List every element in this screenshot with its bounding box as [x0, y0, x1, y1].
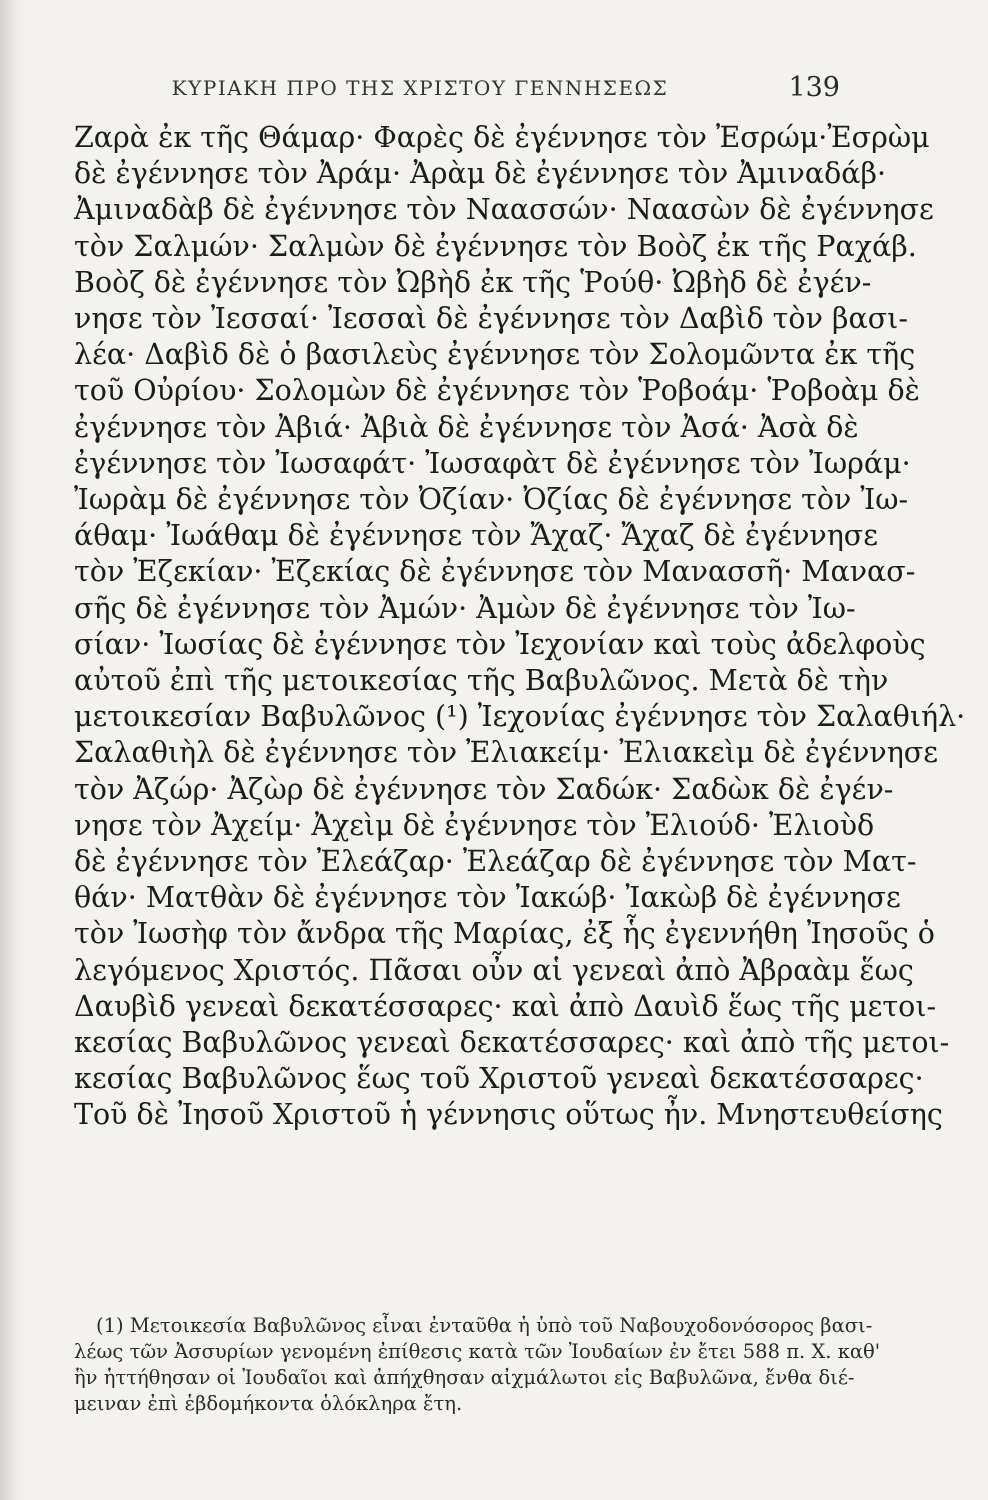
- text-line: Βοὸζ δὲ ἐγέννησε τὸν Ὠβὴδ ἐκ τῆς Ῥούθ· Ὠβὴδ δὲ ἐγέν-: [74, 265, 872, 299]
- text-line: νησε τὸν Ἀχείμ· Ἀχεὶμ δὲ ἐγέννησε τὸν Ἐλιούδ· Ἐλιοὺδ: [74, 808, 875, 842]
- text-line: κεσίας Βαβυλῶνος γενεαὶ δεκατέσσαρες· καὶ ἀπὸ τῆς μετοι-: [74, 1026, 950, 1060]
- footnotes: [74, 1313, 881, 1417]
- text-line: τὸν Ἰωσὴφ τὸν ἄνδρα τῆς Μαρίας, ἐξ ἧς ἐγεννήθη Ἰησοῦς ὁ: [74, 917, 935, 951]
- text-line: δὲ ἐγέννησε τὸν Ἀράμ· Ἀρὰμ δὲ ἐγέννησε τὸν Ἀμιναδάβ·: [74, 157, 887, 191]
- text-line: ἐγέννησε τὸν Ἰωσαφάτ· Ἰωσαφὰτ δὲ ἐγέννησε τὸν Ἰωράμ·: [74, 446, 911, 480]
- text-line: τοῦ Οὐρίου· Σολομὼν δὲ ἐγέννησε τὸν Ῥοβοάμ· Ῥοβοὰμ δὲ: [74, 374, 920, 408]
- text-line: ἐγέννησε τὸν Ἀβιά· Ἀβιὰ δὲ ἐγέννησε τὸν Ἀσά· Ἀσὰ δὲ: [74, 410, 859, 444]
- page-gutter-shadow: [0, 0, 26, 1500]
- text-line: κεσίας Βαβυλῶνος ἕως τοῦ Χριστοῦ γενεαὶ δεκατέσσαρες·: [74, 1062, 924, 1096]
- text-line: αὐτοῦ ἐπὶ τῆς μετοικεσίας τῆς Βαβυλῶνος. Μετὰ δὲ τὴν: [74, 664, 889, 698]
- footnote-line: ἣν ἡττήθησαν οἱ Ἰουδαῖοι καὶ ἀπήχθησαν αἰχμάλωτοι εἰς Βαβυλῶνα, ἔνθα διέ-: [74, 1366, 855, 1389]
- text-line: τὸν Ἀζώρ· Ἀζὼρ δὲ ἐγέννησε τὸν Σαδώκ· Σαδὼκ δὲ ἐγέν-: [74, 772, 894, 806]
- text-line: άθαμ· Ἰωάθαμ δὲ ἐγέννησε τὸν Ἄχαζ· Ἄχαζ δὲ ἐγέννησε: [74, 519, 879, 553]
- text-line: τὸν Σαλμών· Σαλμὼν δὲ ἐγέννησε τὸν Βοὸζ ἐκ τῆς Ραχάβ.: [74, 229, 917, 263]
- text-line: Ἀμιναδὰβ δὲ ἐγέννησε τὸν Ναασσών· Ναασὼν δὲ ἐγέννησε: [74, 193, 934, 227]
- running-head: ΚΥΡΙΑΚΗ ΠΡΟ ΤΗΣ ΧΡΙΣΤΟΥ ΓΕΝΝΗΣΕΩΣ: [171, 76, 669, 100]
- text-line: Δαυβὶδ γενεαὶ δεκατέσσαρες· καὶ ἀπὸ Δαυὶδ ἕως τῆς μετοι-: [74, 989, 937, 1023]
- page-number: 139: [788, 72, 840, 103]
- text-line: Ἰωρὰμ δὲ ἐγέννησε τὸν Ὀζίαν· Ὀζίας δὲ ἐγέννησε τὸν Ἰω-: [74, 483, 909, 517]
- text-line: σίαν· Ἰωσίας δὲ ἐγέννησε τὸν Ἰεχονίαν καὶ τοὺς ἀδελφοὺς: [74, 627, 926, 661]
- text-line: νησε τὸν Ἰεσσαί· Ἰεσσαὶ δὲ ἐγέννησε τὸν Δαβὶδ τὸν βασι-: [74, 302, 908, 336]
- text-line: Ζαρὰ ἐκ τῆς Θάμαρ· Φαρὲς δὲ ἐγέννησε τὸν Ἐσρώμ·Ἐσρὼμ: [74, 121, 930, 154]
- text-line: λεγόμενος Χριστός. Πᾶσαι οὖν αἱ γενεαὶ ἀπὸ Ἀβραὰμ ἕως: [74, 953, 914, 987]
- text-line: Σαλαθιὴλ δὲ ἐγέννησε τὸν Ἐλιακείμ· Ἐλιακεὶμ δὲ ἐγέννησε: [74, 736, 939, 770]
- footnote-line: λέως τῶν Ἀσσυρίων γενομένη ἐπίθεσις κατὰ τῶν Ἰουδαίων ἐν ἔτει 588 π. Χ. καθ': [74, 1340, 881, 1363]
- text-line: μετοικεσίαν Βαβυλῶνος (¹) Ἰεχονίας ἐγέννησε τὸν Σαλαθιήλ·: [74, 700, 966, 734]
- text-line: θάν· Ματθὰν δὲ ἐγέννησε τὸν Ἰακώβ· Ἰακὼβ δὲ ἐγέννησε: [74, 881, 901, 915]
- text-line: λέα· Δαβὶδ δὲ ὁ βασιλεὺς ἐγέννησε τὸν Σολομῶντα ἐκ τῆς: [74, 338, 916, 372]
- footnote-line: (1) Μετοικεσία Βαβυλῶνος εἶναι ἐνταῦθα ἡ ὑπὸ τοῦ Ναβουχοδονόσορος βασι-: [96, 1314, 873, 1337]
- text-line: Τοῦ δὲ Ἰησοῦ Χριστοῦ ἡ γέννησις οὕτως ἦν. Μνηστευθείσης: [74, 1098, 943, 1132]
- body-text: [74, 120, 966, 1134]
- text-line: δὲ ἐγέννησε τὸν Ἐλεάζαρ· Ἐλεάζαρ δὲ ἐγέννησε τὸν Ματ-: [74, 845, 917, 879]
- text-line: τὸν Ἐζεκίαν· Ἐζεκίας δὲ ἐγέννησε τὸν Μανασσῆ· Μανασ-: [74, 555, 916, 589]
- text-line: σῆς δὲ ἐγέννησε τὸν Ἀμών· Ἀμὼν δὲ ἐγέννησε τὸν Ἰω-: [74, 591, 856, 625]
- footnote-line: μειναν ἐπὶ ἑβδομήκοντα ὁλόκληρα ἔτη.: [74, 1392, 463, 1415]
